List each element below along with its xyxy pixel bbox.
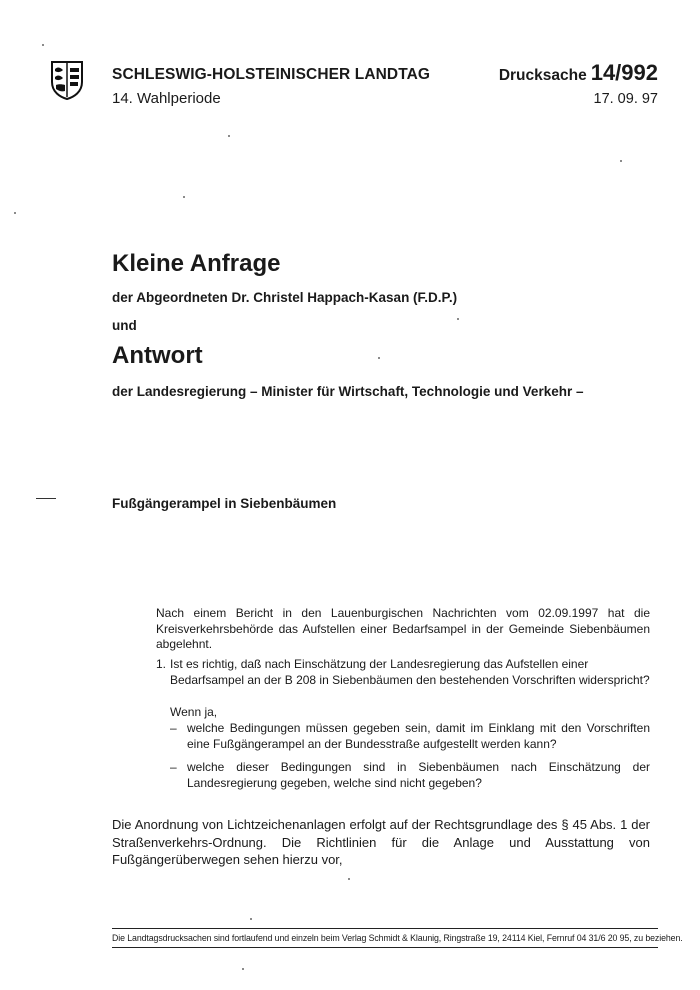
heading-antwort: Antwort	[112, 342, 203, 369]
drucksache-number: 14/992	[590, 60, 658, 85]
scan-speck	[183, 196, 185, 198]
scan-speck	[42, 44, 44, 46]
scan-speck	[620, 160, 622, 162]
scan-speck	[242, 968, 244, 970]
heading-kleine-anfrage: Kleine Anfrage	[112, 250, 281, 277]
drucksache-label: Drucksache	[498, 67, 587, 84]
question-number: 1.	[156, 657, 167, 671]
document-number	[499, 60, 658, 86]
document-date: 17. 09. 97	[593, 91, 658, 107]
scan-speck	[378, 357, 380, 359]
question-1	[156, 657, 650, 688]
question-text: Ist es richtig, daß nach Einschätzung der Landesregierung das Aufstellen einer Bedarfsampel an der B 208 in Siebenbäumen den bestehenden Vorschriften widerspricht?	[170, 657, 650, 687]
subject-title: Fußgängerampel in Siebenbäumen	[112, 496, 337, 511]
parliament-name: SCHLESWIG-HOLSTEINISCHER LANDTAG	[112, 66, 431, 83]
bullet-dash: –	[170, 721, 177, 735]
bullet-dash: –	[170, 760, 177, 774]
scan-speck	[14, 212, 16, 214]
footer-rule-top	[112, 928, 658, 929]
answer-text: Die Anordnung von Lichtzeichenanlagen erfolgt auf der Rechtsgrundlage des § 45 Abs. 1 der Straßenverkehrs-Ordnung. Die Richtlinien für die Anlage und Ausstattung von Fußgängerüberwegen sehen hierzu vor,	[112, 817, 650, 867]
scan-speck	[457, 318, 459, 320]
question-intro: Nach einem Bericht in den Lauenburgischen Nachrichten vom 02.09.1997 hat die Kreisverkehrsbehörde das Aufstellen einer Bedarfsampel in der Gemeinde Siebenbäumen abgelehnt.	[156, 606, 650, 651]
electoral-period: 14. Wahlperiode	[112, 90, 221, 107]
responder: der Landesregierung – Minister für Wirtschaft, Technologie und Verkehr –	[112, 384, 584, 399]
bullet-text: welche Bedingungen müssen gegeben sein, damit im Einklang mit den Vorschriften eine Fußgängerampel an der Bundesstraße aufgestellt werden kann?	[187, 721, 650, 751]
margin-mark	[36, 498, 56, 499]
scan-speck	[348, 878, 350, 880]
scan-speck	[250, 918, 252, 920]
conjunction: und	[112, 318, 137, 333]
wenn-ja: Wenn ja,	[170, 705, 218, 719]
footer-rule-bottom	[112, 947, 658, 948]
footer-note: Die Landtagsdrucksachen sind fortlaufend und einzeln beim Verlag Schmidt & Klaunig, Ringstraße 19, 24114 Kiel, Fernruf 04 31/6 20 95, zu beziehen.	[112, 933, 683, 943]
list-item	[170, 721, 650, 752]
bullet-text: welche dieser Bedingungen sind in Siebenbäumen nach Einschätzung der Landesregierung gegeben, welche sind nicht gegeben?	[187, 760, 650, 790]
scan-speck	[228, 135, 230, 137]
questioner: der Abgeordneten Dr. Christel Happach-Kasan (F.D.P.)	[112, 290, 458, 305]
list-item	[170, 760, 650, 791]
coat-of-arms-icon	[50, 60, 84, 100]
